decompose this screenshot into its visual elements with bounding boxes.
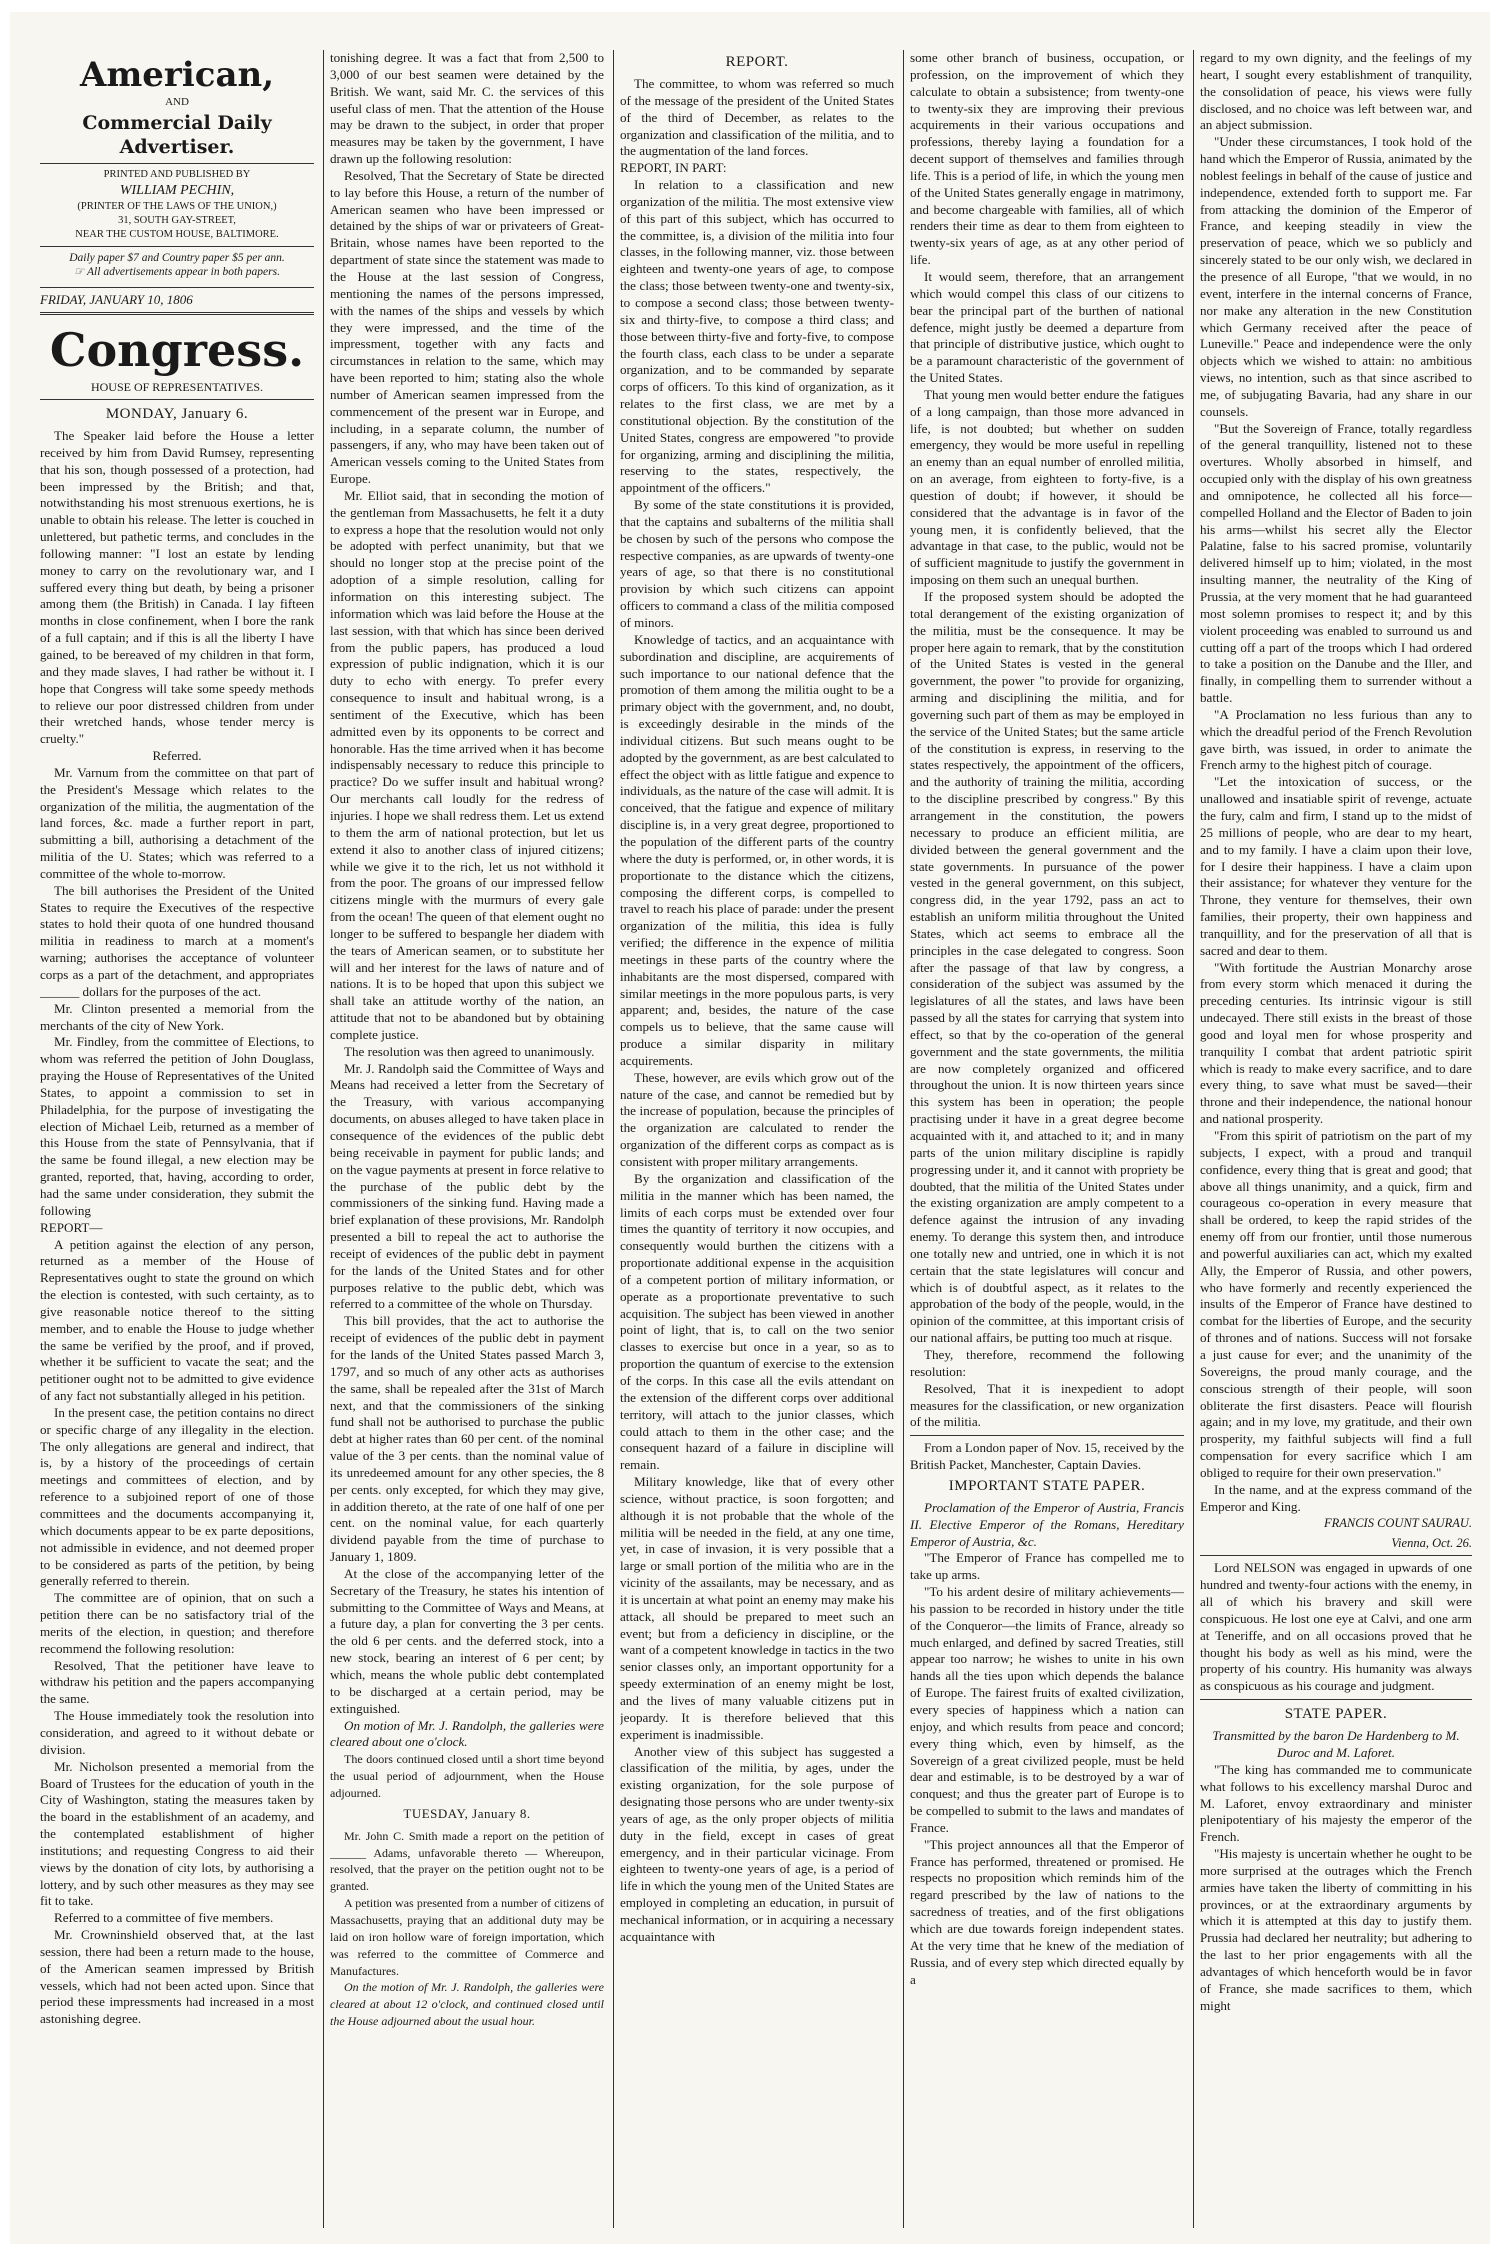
divider (40, 399, 314, 400)
paragraph: Another view of this subject has suggested a classification of the militia, by ages, under the existing organization, for the sole purpose of designating those persons who are under twenty-six years of age, as the only proper objects of militia duty in the field, except in cases of great emergency, and in their particular vicinage. From eighteen to twenty-one years of age, is a period of life in which the young men of the United States are employed in completing an education, in pursuit of mechanical information, or in acquiring a necessary acquaintance with (620, 1743, 894, 1944)
paragraph: The Speaker laid before the House a letter received by him from David Rumsey, representing that his son, though possessed of a protection, had been impressed by the British; and that, notwithstanding his most strenuous exertions, he is unable to obtain his release. The letter is couched in unlettered, but pathetic terms, and concludes in the following manner: "I lost an estate by lending money to carry on the revolutionary war, and I suffered every thing but death, by being a prisoner among them (the British) in Canada. I lay fifteen months in close confinement, when I bore the rank of a full captain; and if this is all the liberty I have gained, to be bereaved of my children in that form, and they made slaves, I had rather be without it. I hope that Congress will take some speedy methods to relieve our poor distressed children from under their wretched hands, whose tender mercy is cruelty." (40, 428, 314, 747)
location: NEAR THE CUSTOM HOUSE, BALTIMORE. (75, 229, 279, 240)
paragraph: "The king has commanded me to communicate what follows to his excellency marshal Duroc and M. Laforet, envoy extraordinary and minister plenipotentiary of his majesty the emperor of the French. (1200, 1761, 1472, 1845)
day-heading: MONDAY, January 6. (105, 406, 249, 422)
paragraph: Mr. Crowninshield observed that, at the last session, there had been a return made to the house, of the American seamen impressed by British vessels, which had not been acted upon. Since that period these impressments had increased in a most astonishing degree. (40, 1927, 314, 2027)
section-title: Congress. (49, 323, 305, 377)
paragraph: Proclamation of the Emperor of Austria, Francis II. Elective Emperor of the Romans, Hereditary Emperor of Austria, &c. (910, 1499, 1184, 1549)
paragraph: Mr. Findley, from the committee of Elections, to whom was referred the petition of John Douglass, praying the House of Representatives of the United States, to appoint a commission to set in Philadelphia, for the purpose of investigating the election of Michael Leib, returned as a member of this House from the state of Pennsylvania, that if the same be found illegal, a new election may be granted, reported, that, having, according to order, had the same under consideration, they submit the following (40, 1034, 314, 1218)
paragraph: Referred to a committee of five members. (54, 1910, 274, 1926)
paragraph: In the present case, the petition contains no direct or specific charge of any illegality in the election. The only allegations are general and indirect, that is, by a history of the proceedings of certain meetings and committees of election, and by reference to a subjoined report of one of those committees and the documents accompanying it, which documents appear to be ex parte depositions, not admissible in evidence, and not deemed proper to be considered as parts of the petition, by being generally referred to therein. (40, 1404, 314, 1589)
newspaper-page (10, 12, 1490, 2244)
column-4 (910, 50, 1184, 2228)
paragraph: tonishing degree. It was a fact that from 2,500 to 3,000 of our best seamen were detained by the British. We want, said Mr. C. the services of this useful class of men. That the attention of the House may be drawn to the subject, in order that proper measures may be taken by the government, I have drawn up the following resolution: (330, 50, 604, 167)
house-heading: HOUSE OF REPRESENTATIVES. (90, 380, 264, 394)
paragraph: Mr. Elliot said, that in seconding the motion of the gentleman from Massachusetts, he felt it a duty to express a hope that the resolution would not only be adopted with perfect unanimity, but that we should no longer stop at the precise point of the adoption of a simple resolution, calling for information on this interesting subject. The information which was laid before the House at the last session, with that which has since been derived from the public papers, has produced a loud expression of public indignation, which it is our duty to echo with energy. To prefer every consequence to insult and habitual wrong, is a sentiment of the Executive, which has been admitted even by its opponents to be correct and honorable. Has the time arrived when it has become indispensably necessary to reduce this principle to practice? Do we suffer insult and habitual wrong? Our merchants call loudly for the redress of injuries. I hope we shall redress them. Let us extend to them the arm of national protection, but let us extend it also to another class of injured citizens; while we give it to the rich, let us not withhold it from the poor. The groans of our impressed fellow citizens mingle with the murmurs of every gale from the ocean! The queen of that element ought no longer to be suffered to bespangle her diadem with the tears of American seamen, or to substitute her will and her interest for the laws of nature and of nations. It is to be hoped that upon this subject we shall take an attitude worthy of the nation, an attitude that not to be abandoned but by obtaining complete justice. (330, 487, 604, 1042)
divider (910, 1435, 1184, 1436)
column-rule (613, 50, 614, 2228)
masthead (40, 56, 314, 315)
paragraph: At the close of the accompanying letter of the Secretary of the Treasury, he states his intention of submitting to the Committee of Ways and Means, at a future day, a plan for converting the 3 per cents. the old 6 per cents. and the deferred stock, into a new stock, bearing an interest of 6 per cent; by which, means the whole public debt contemplated to be discharged at a certain period, may be extinguished. (330, 1565, 604, 1716)
divider (40, 163, 314, 164)
paragraph: The resolution was then agreed to unanimously. (344, 1043, 595, 1059)
printer-note: (PRINTER OF THE LAWS OF THE UNION,) (77, 201, 277, 212)
printed-by: PRINTED AND PUBLISHED BY (103, 169, 251, 180)
issue-date: FRIDAY, JANUARY 10, 1806 (40, 287, 314, 315)
publisher-name: WILLIAM PECHIN, (119, 183, 235, 198)
signature: FRANCIS COUNT SAURAU. (1323, 1516, 1472, 1531)
report-heading: REPORT. (725, 54, 789, 70)
paragraph: The doors continued closed until a short time beyond the usual period of adjournment, when the House adjourned. (330, 1752, 604, 1800)
state-paper-heading: STATE PAPER. (1284, 1706, 1388, 1723)
column-rule (903, 50, 904, 2228)
paragraph: Mr. Nicholson presented a memorial from the Board of Trustees for the education of youth in the City of Washington, stating the measures taken by the board in the establishment of an academy, and the contemplated establishment of higher institutions; and requesting Congress to aid their views by the donation of city lots, by authorising a lottery, and by such other measures as they may see fit to take. (40, 1758, 314, 1909)
divider (40, 246, 314, 247)
paragraph: "A Proclamation no less furious than any to which the dreadful period of the French Revolution gave birth, was issued, in order to animate the French army to the highest pitch of courage. (1200, 706, 1472, 773)
paragraph: Mr. Varnum from the committee on that part of the President's Message which relates to the organization of the militia, the augmentation of the land forces, &c. made a further report in part, submitting a bill, authorising a detachment of the militia of the U. States; which was referred to a committee of the whole to-morrow. (40, 764, 314, 881)
paragraph: Military knowledge, like that of every other science, without practice, is soon forgotten; and although it is not probable that the whole of the militia will be needed in the field, at any one time, yet, in case of invasion, it is very possible that a large or small portion of the militia who are in the vicinity of the assailants, may be necessary, and as it is uncertain at what point an enemy may make his attack, all should be prepared to meet such an event; but from a deficiency in discipline, or the want of a competent knowledge in tactics in the two senior classes only, an important opportunity for a speedy extermination of an enemy might be lost, and the lives of many valuable citizens put in jeopardy. It is therefore believed that this experiment is inadmissible. (620, 1474, 894, 1742)
paragraph: A petition was presented from a number of citizens of Massachusetts, praying that an additional duty may be laid on iron hollow ware of foreign importation, which was referred to the committee of Commerce and Manufactures. (330, 1896, 604, 1978)
column-1 (40, 50, 314, 2228)
paragraph: Resolved, That the Secretary of State be directed to lay before this House, a return of the number of American seamen who have been impressed or detained by the ships of war or privateers of Great-Britain, whose names have been reported to the department of state since the statement was made to the House at the last session of Congress, mentioning the names of the persons impressed, with the names of the ships and vessels by which they were impressed, and the time of the impressment, together with any facts and circumstances in relation to the same, which may have been reported to him; stating also the whole number of American seamen impressed from the commencement of the present war in Europe, and including, in a separate column, the number of passengers, if any, who may have been taken out of American vessels coming to the United States from Europe. (330, 167, 604, 487)
subscription-rates: Daily paper $7 and Country paper $5 per ann. (69, 252, 285, 264)
paragraph: By some of the state constitutions it is provided, that the captains and subalterns of the militia shall be chosen by such of the persons who compose the respective companies, as are upwards of twenty-one years of age, so that there is no constitutional provision by which such citizens can appoint officers to command a class of the militia composed of minors. (620, 497, 894, 630)
paragraph: The House immediately took the resolution into consideration, and agreed to it without debate or division. (40, 1708, 314, 1757)
paragraph: On the motion of Mr. J. Randolph, the galleries were cleared at about 12 o'clock, and continued closed until the House adjourned about the usual hour. (330, 1980, 604, 2029)
paragraph: A petition against the election of any person, returned as a member of the House of Representatives ought to state the ground on which the election is contested, with such certainty, as to give reasonable notice thereof to the sitting member, and to enable the House to judge whether the same be verified by the proof, and if proved, whether it be sufficient to vacate the seat; and the petitioner ought not to be admitted to give evidence of any fact not substantially alleged in his petition. (40, 1236, 314, 1404)
paragraph: "But the Sovereign of France, totally regardless of the general tranquillity, listened not to these overtures. Wholly absorbed in himself, and occupied only with the display of his own greatness and omnipotence, he collected all his force—compelled Holland and the Elector of Baden to join his arms—whilst his secret ally the Elector Palatine, false to his sacred promise, voluntarily delivered himself up to him; violated, in the most insulting manner, the neutrality of the King of Prussia, at the very moment that he had guaranteed most solemn promises to respect it; and by this violent proceeding was enabled to surround us and cutting off a part of the troops which I had ordered to take a position on the Danube and the Iller, and finally, in compelling them to surrender without a battle. (1200, 420, 1472, 706)
paragraph: Transmitted by the baron De Hardenberg to M. Duroc and M. Laforet. (1212, 1728, 1460, 1760)
day-heading: TUESDAY, January 8. (403, 1805, 531, 1821)
column-rule (323, 50, 324, 2228)
paragraph: "Under these circumstances, I took hold of the hand which the Emperor of Russia, animated by the noblest feelings in behalf of the cause of justice and independence, extended forth to support me. Far from attacking the dominion of the Emperor of France, and keeping steadily in view the preservation of peace, which we so publicly and sincerely stated to be our only wish, we declared in the presence of all Europe, "that we would, in no event, interfere in the internal concerns of France, nor make any alteration in the new Constitution which Germany received after the peace of Luneville." Peace and independence were the only objects which we wished to attain: no ambitious views, no intention, such as that since ascribed to me, of subjugating Bavaria, had any share in our counsels. (1200, 134, 1472, 419)
paragraph: Knowledge of tactics, and an acquaintance with subordination and discipline, are acquirements of such importance to our national defence that the promotion of them among the militia ought to be a primary object with the government, and, no doubt, is exceedingly desirable in the minds of the individual citizens. But such means ought to be adopted by the government, as are best calculated to effect the object with as little fatigue and expence to individuals, as the nature of the case will admit. It is conceived, that the fatigue and expence of military discipline is, in a very great degree, proportioned to the population of the different parts of the country where the duty is performed, or, in other words, it is proportionate to the distance which the citizens, composing the different corps, is compelled to travel to reach his place of parade: under the present organization of the militia, this idea is fully verified; the difference in the expence of militia meetings in these parts of the country where the inhabitants are the most dispersed, compared with similar meetings in the more populous parts, is very apparent; and, besides, the nature of the case compels us to believe, that the same cause will produce a similar disparity in military acquirements. (620, 631, 894, 1068)
paragraph: "The Emperor of France has compelled me to take up arms. (910, 1550, 1184, 1583)
ads-note: ☞ All advertisements appear in both papers. (74, 266, 280, 278)
column-3 (620, 50, 894, 2228)
paragraph: The committee are of opinion, that on such a petition there can be no satisfactory trial of the merits of the election, in question; and therefore recommend the following resolution: (40, 1590, 314, 1656)
paragraph: This bill provides, that the act to authorise the receipt of evidences of the public debt in payment for the lands of the United States passed March 3, 1797, and so much of any other acts as authorises the same, shall be repealed after the 31st of March next, and that the commissioners of the sinking fund shall not be authorised to purchase the public debt at higher rates than 60 per cent. of the nominal value of the 3 per cents. than the nominal value of its unredeemed amount for any other species, the 8 per cents. only excepted, for which they may give, in addition thereto, at the rate of one half of one per cent. on the nominal value, for each quarterly dividend payable from the time of purchase to January 1, 1809. (330, 1313, 604, 1565)
paragraph: "To his ardent desire of military achievements—his passion to be recorded in history under the title of the Conqueror—the limits of France, already so much enlarged, and defined by sacred Treaties, still appear too narrow; he wishes to unite in his own hands all the ties upon which depends the balance of Europe. The fairest fruits of exalted civilization, every species of happiness which a nation can enjoy, and which results from peace and concord; every thing which, even by himself, as the Sovereign of a great civilized people, must be held dear and estimable, is to be destroyed by a war of conquest; and thus the greater part of Europe is to be compelled to submit to the laws and mandates of France. (910, 1584, 1184, 1835)
paragraph: By the organization and classification of the militia in the manner which has been named, the limits of each corps must be extended over four times the quantity of territory it now occupies, and consequently would burthen the citizens with a proportionate additional expense in the acquisition of a competent portion of military information, or operate as a proportionate preventative to such acquisition. The subject has been viewed in another point of light, that is, to call on the two senior classes to exercise but once in a year, so as to proportion the quantum of exercise to the extension of the corps. In this case all the evils attendant on the extension of the different corps over additional territory, will attach to the junior classes, which could attach to them in the other case; and the consequent hazard of a failure in discipline will remain. (620, 1170, 894, 1473)
state-paper-heading: IMPORTANT STATE PAPER. (948, 1477, 1146, 1494)
paragraph: "Let the intoxication of success, or the unallowed and insatiable spirit of revenge, actuate the fury, calm and firm, I stand up to the midst of 25 millions of people, who are dear to my heart, and to my family. I have a claim upon their love, for I desire their happiness. I have a claim upon their assistance; for whatever they venture for the Throne, they venture for themselves, their own families, their property, their own happiness and tranquillity, and for the preservation of all that is sacred and dear to them. (1200, 774, 1472, 958)
paragraph: That young men would better endure the fatigues of a long campaign, than those more advanced in life, is not doubted; but whether on sudden emergency, they would be more useful in repelling an enemy than an equal number of enrolled militia, on an average, from eighteen to forty-five, is a question of doubt; if however, it should be considered that the advantage is in favor of the young men, it is confidently believed, that the advantage in that case, to the public, would not be of sufficient magnitude to justify the government in imposing on them such an unequal burthen. (910, 386, 1184, 588)
column-5 (1200, 50, 1472, 2228)
paragraph: Resolved, That it is inexpedient to adopt measures for the classification, or new organization of the militia. (910, 1380, 1184, 1430)
paragraph: If the proposed system should be adopted the total derangement of the existing organization of the militia, must be the consequence. It may be proper here again to remark, that by the constitution of the United States is vested in the general government, the power "to provide for organizing, arming and disciplining the militia, and for governing such part of them as may be employed in the service of the United States; but the same article of the constitution is express, in reserving to the states respectively, the appointment of the officers, and the authority of training the militia, according to the discipline prescribed by congress." By this arrangement in the constitution, the powers necessary to produce an efficient militia, are divided between the general government and the state governments. In pursuance of the power vested in the general government, on this subject, congress did, in the year 1792, pass an act to establish an uniform militia throughout the United States, which act seems to embrace all the principles in the case delegated to congress. Soon after the passage of that law by congress, a consideration of the subject was assumed by the legislatures of all the states, and laws have been passed by all the states for carrying that system into effect, so that by the co-operation of the general government and the state governments, the militia are now completely organized and officered throughout the union. It is now thirteen years since this system has been in operation; the people practising under it have in a great degree become acquainted with it, and attached to it; and in many parts of the union military discipline is rapidly progressing under it, and it cannot with propriety be doubted, that the militia of the United States under the existing organization are amply competent to a defence against the intrusion of any invading enemy. To derange this system then, and introduce one totally new and untried, one in which it is not certain that the state legislatures will concur and which is of doubtful aspect, as it relates to the approbation of the body of the people, would, in the opinion of the committee, at this important crisis of our national affairs, be putting too much at risque. (910, 589, 1184, 1346)
paragraph: In relation to a classification and new organization of the militia. The most extensive view of this part of this subject, which has occurred to the committee, is, a division of the militia into four classes, in the following manner, viz. those between eighteen and twenty-one years of age, to compose the class; those between twenty-one and twenty-six, to compose a second class; those between twenty-six and thirty-five, to compose a third class; and those between thirty-five and forty-five, to compose the fourth class, each class to be under a separate organization, and to be commanded by separate corps of officers. To this kind of organization, as it relates to the first class, we are met by a constitutional objection. By the constitution of the United States, congress are empowered "to provide for organizing, arming and disciplining the militia, reserving to the states, respectively, the appointment of the officers." (620, 177, 894, 496)
paragraph: "From this spirit of patriotism on the part of my subjects, I expect, with a proud and tranquil confidence, every thing that is great and good; that above all things unanimity, and a quick, firm and courageous co-operation in every measure that shall be ordered, to keep the rapid strides of the enemy off from our frontier, until those numerous and powerful auxiliaries can act, which my exalted Ally, the Emperor of Russia, and other powers, who have formerly and recently experienced the insults of the Emperor of France have destined to combat for the liberties of Europe, and the security of thrones and of nations. Success will not forsake a just cause for ever; and the unanimity of the Sovereigns, the proud manly courage, and the conscious strength of their people, will soon obliterate the first disasters. Peace will flourish again; and in my love, my gratitude, and their own prosperity, my faithful subjects will find a full compensation for every sacrifice which I am obliged to require for their own preservation." (1200, 1128, 1472, 1480)
paragraph: Referred. (152, 748, 202, 764)
masthead-title: American, (79, 55, 275, 95)
paragraph: "With fortitude the Austrian Monarchy arose from every storm which menaced it during the preceding centuries. Its intrinsic vigour is still undecayed. There still exists in the breast of those good and loyal men for whose prosperity and tranquility I combat that ardent patriotic spirit which is ready to make every sacrifice, and to dare every thing, to save what must be saved—their throne and their independence, the national honour and national prosperity. (1200, 959, 1472, 1127)
paragraph: Resolved, That the petitioner have leave to withdraw his petition and the papers accompanying the same. (40, 1657, 314, 1707)
paragraph: "This project announces all that the Emperor of France has performed, threatened or promised. He respects no proposition which reminds him of the regard prescribed by the law of nations to the sacredness of treaties, and of the first obligations which are due towards foreign independent states. At the very time that he knew of the mediation of Russia, and of every step which directed equally by a (910, 1836, 1184, 1987)
paragraph: It would seem, therefore, that an arrangement which would compel this class of our citizens to bear the principal part of the burthen of national defence, might justly be deemed a departure from that principle of distributive justice, which ought to be a paramount characteristic of the government of the United States. (910, 268, 1184, 386)
divider (1200, 1699, 1472, 1700)
paragraph: The committee, to whom was referred so much of the message of the president of the United States of the third of December, as relates to the organization and classification of the militia, and to the augmentation of the land forces. (620, 76, 894, 159)
paragraph: Lord NELSON was engaged in upwards of one hundred and twenty-four actions with the enemy, in all of which his bravery and skill were conspicuous. He lost one eye at Calvi, and one arm at Teneriffe, and on all occasions proved that he thought his body as well as his mind, were the property of his country. His humanity was always as conspicuous as his courage and judgment. (1200, 1560, 1472, 1694)
paragraph: These, however, are evils which grow out of the nature of the case, and cannot be remedied but by the increase of population, because the principles of the organization are calculated to render the organization of the different corps as compact as is consistent with proper military arrangements. (620, 1069, 894, 1169)
paragraph: "His majesty is uncertain whether he ought to be more surprised at the outrages which the French armies have taken the liberty of committing in his provinces, or at the extraordinary arguments by which it is attempted at this day to justify them. Prussia had declared her neutrality; but adhering to the last to her prior engagements with all the advantages of which henceforth would be in favor of France, she made sacrifices to them, which might (1200, 1846, 1472, 2013)
paragraph: In the name, and at the express command of the Emperor and King. (1200, 1481, 1472, 1514)
divider (1200, 1555, 1472, 1556)
report-heading: REPORT, IN PART: (620, 160, 727, 176)
paragraph: They, therefore, recommend the following resolution: (910, 1346, 1184, 1379)
dateline: Vienna, Oct. 26. (1391, 1536, 1472, 1551)
paragraph: some other branch of business, occupation, or profession, on the improvement of which they calculate to obtain a subsistence; from twenty-one to twenty-six they are improving their previous acquirements in their various occupations and professions, thereby laying a foundation for a decent support of themselves and families through life. This is a period of life, in which the young men of the United States generally engage in matrimony, and become chargeable with families, all of which renders their time as dear to them from eighteen to twenty-six years of age, as at any other period of life. (910, 50, 1184, 268)
masthead-and: AND (165, 96, 189, 108)
paragraph: Mr. Clinton presented a memorial from the merchants of the city of New York. (40, 1000, 314, 1033)
paragraph: From a London paper of Nov. 15, received by the British Packet, Manchester, Captain Davies. (910, 1440, 1184, 1473)
paragraph: The bill authorises the President of the United States to require the Executives of the respective states to hold their quota of one hundred thousand militia in readiness to march at a moment's warning; authorises the acceptance of volunteer corps as a part of the detachment, and appropriates ______ dollars for the purposes of the act. (40, 882, 314, 999)
paragraph: Mr. J. Randolph said the Committee of Ways and Means had received a letter from the Secretary of the Treasury, with various accompanying documents, on abuses alleged to have taken place in consequence of the evidences of the public debt being receivable in payment for public lands; and on the vague payments at present in force relative to the purchase of the public debt by the commissioners of the sinking fund. Having made a brief explanation of these provisions, Mr. Randolph presented a bill to repeal the act to authorise the receipt of evidences of the public debt in payment for the lands of the United States and for other purposes relative to the public debt, which was referred to a committee of the whole on Thursday. (330, 1060, 604, 1312)
column-rule (1193, 50, 1194, 2228)
paragraph: regard to my own dignity, and the feelings of my heart, I sought every establishment of tranquility, the consolidation of peace, his views were fully disclosed, and no choice was left between war, and an abject submission. (1200, 50, 1472, 133)
report-heading: REPORT— (40, 1219, 103, 1235)
paragraph: Mr. John C. Smith made a report on the petition of ______ Adams, unfavorable thereto — Whereupon, resolved, that the prayer on the petition ought not to be granted. (330, 1828, 604, 1894)
paragraph: On motion of Mr. J. Randolph, the galleries were cleared about one o'clock. (330, 1717, 604, 1750)
masthead-subtitle: Commercial Daily Advertiser. (82, 112, 272, 158)
column-2 (330, 50, 604, 2228)
address: 31, SOUTH GAY-STREET, (118, 215, 236, 226)
